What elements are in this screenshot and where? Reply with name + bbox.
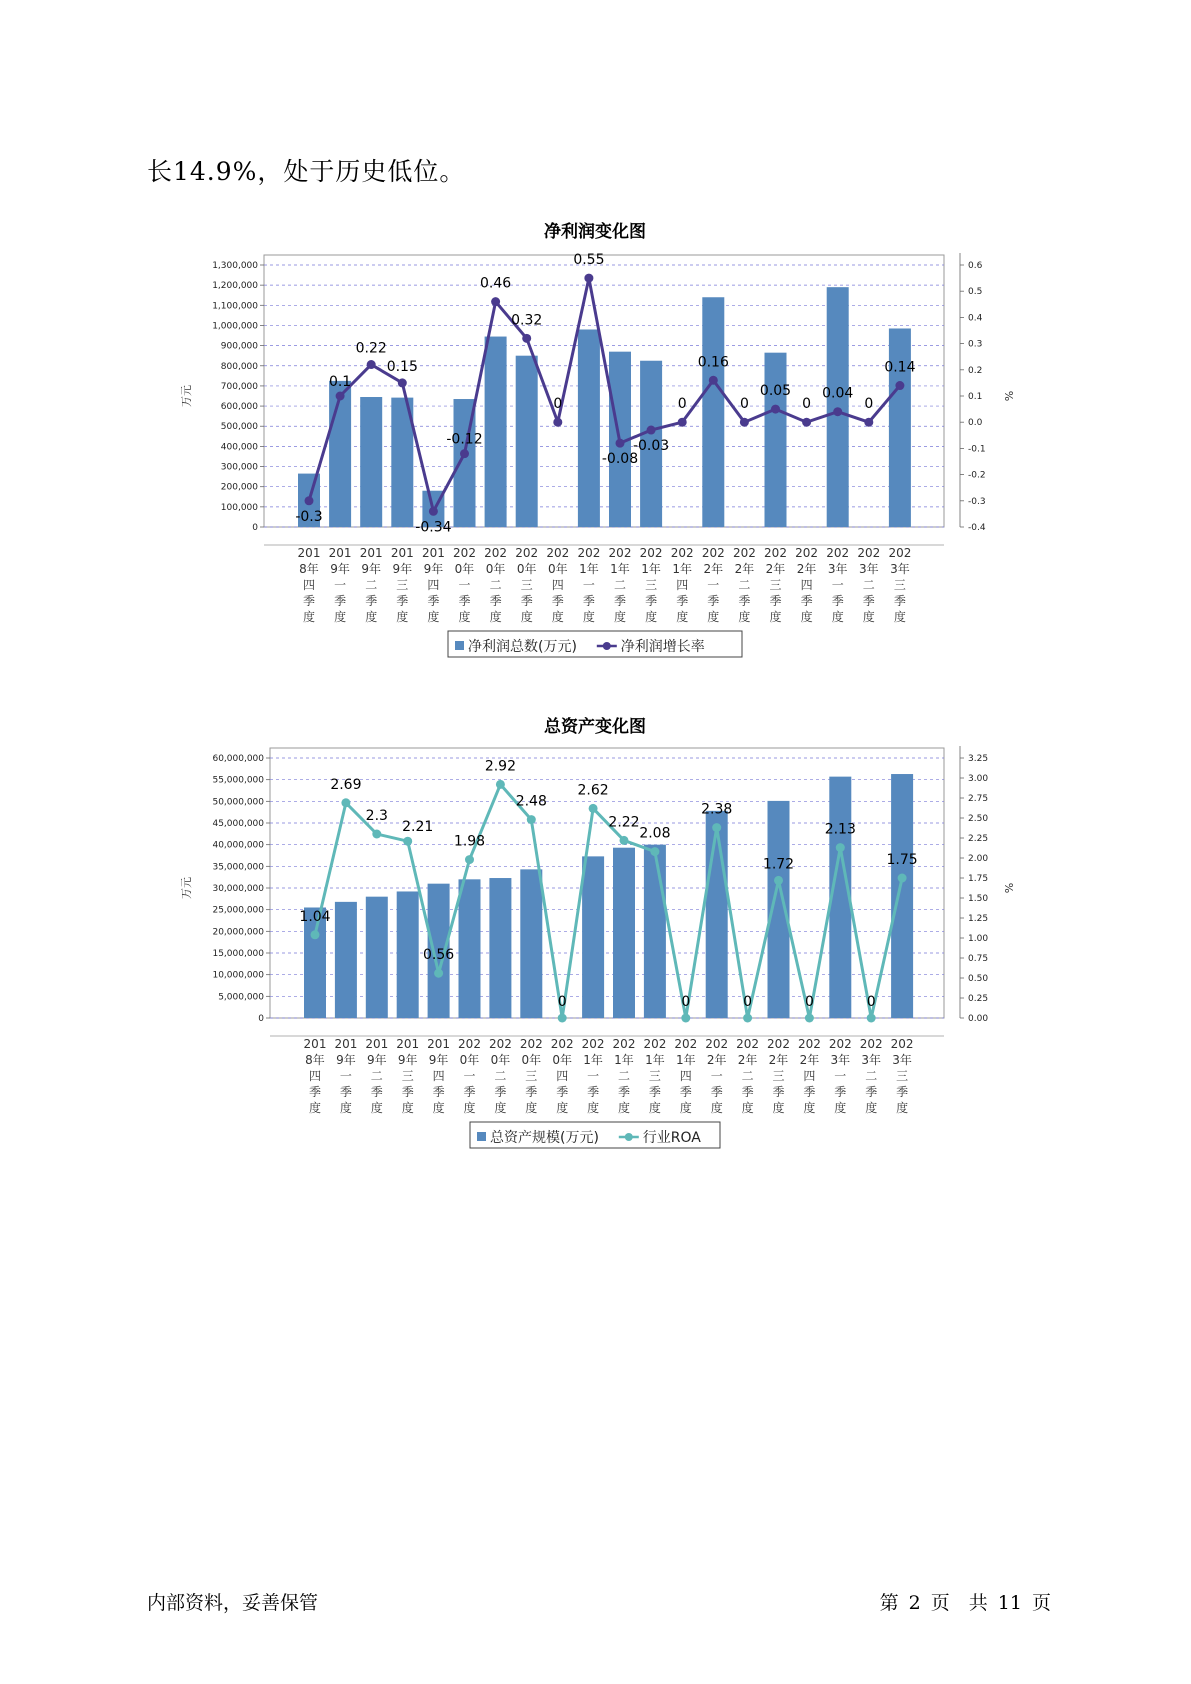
y2-tick-label: 0.6: [968, 261, 983, 271]
line-point: [771, 405, 780, 414]
data-label: 2.3: [365, 808, 388, 824]
data-label: 0.56: [423, 947, 455, 964]
y-tick-label: 900,000: [220, 341, 258, 352]
y2-tick-label: -0.4: [968, 523, 986, 533]
chart-title: 总资产变化图: [544, 717, 646, 737]
x-tick-label: 201 9年二季度: [359, 546, 383, 624]
y2-tick-label: 0.75: [968, 954, 989, 964]
x-tick-label: 202 2年二季度: [736, 1037, 760, 1115]
x-tick-label: 202 3年二季度: [857, 546, 881, 624]
x-tick-label: 202 0年四季度: [550, 1037, 574, 1115]
bar: [360, 397, 382, 527]
bar: [578, 329, 600, 527]
chart-title: 净利润变化图: [544, 222, 646, 242]
data-label: 2.21: [402, 819, 434, 836]
y-tick-label: 55,000,000: [212, 775, 264, 786]
y-tick-label: 0: [252, 523, 258, 533]
data-label: 2.92: [484, 758, 516, 775]
x-tick-label: 202 2年二季度: [732, 546, 756, 624]
data-label: 2.22: [608, 814, 640, 831]
y2-tick-label: 1.75: [968, 874, 989, 884]
line-point: [898, 874, 907, 883]
bar: [397, 891, 419, 1018]
line-point: [403, 837, 412, 846]
line-point: [650, 847, 659, 856]
x-tick-label: 202 1年二季度: [608, 546, 632, 624]
legend-bar-label: 总资产规模(万元): [490, 1130, 599, 1146]
x-tick-label: 202 2年三季度: [767, 1037, 790, 1115]
y-tick-label: 200,000: [220, 482, 258, 493]
line-point: [429, 507, 438, 516]
y-axis-unit: 万元: [180, 385, 193, 407]
x-tick-label: 202 1年三季度: [643, 1037, 667, 1115]
line-point: [895, 381, 904, 390]
y-tick-label: 100,000: [220, 502, 258, 513]
line-point: [743, 1014, 752, 1023]
y2-tick-label: 0.50: [968, 974, 989, 984]
y2-tick-label: 0.2: [968, 365, 983, 376]
data-label: 0.05: [759, 383, 792, 400]
data-label: 2.62: [577, 782, 609, 799]
y2-axis-unit: %: [1002, 882, 1015, 894]
y-tick-label: 300,000: [220, 462, 258, 473]
data-label: 0.16: [697, 354, 729, 371]
bar: [613, 848, 635, 1018]
data-label: -0.03: [632, 438, 670, 455]
x-tick-label: 202 0年四季度: [546, 546, 570, 624]
data-label: 1.04: [299, 908, 331, 925]
legend-line-marker: [603, 642, 611, 650]
x-tick-label: 202 1年一季度: [581, 1037, 605, 1115]
data-label: 0.46: [480, 275, 512, 292]
bar: [702, 297, 724, 527]
y2-tick-label: 3.00: [968, 774, 989, 784]
line-point: [372, 830, 381, 839]
y-tick-label: 0: [258, 1014, 264, 1024]
x-tick-label: 202 2年四季度: [797, 1037, 821, 1115]
y2-tick-label: 0.3: [968, 339, 983, 350]
x-tick-label: 201 8年四季度: [303, 1037, 327, 1115]
x-tick-label: 202 3年一季度: [828, 1037, 852, 1115]
line-point: [836, 843, 845, 852]
data-label: 0.1: [328, 374, 352, 390]
x-tick-label: 202 1年三季度: [639, 546, 663, 624]
y2-tick-label: -0.1: [968, 444, 986, 455]
line-point: [864, 418, 873, 427]
x-tick-label: 201 9年四季度: [421, 546, 445, 624]
x-tick-label: 201 9年一季度: [334, 1037, 358, 1115]
line-point: [527, 815, 536, 824]
line-point: [802, 418, 811, 427]
x-tick-label: 201 9年一季度: [328, 546, 352, 624]
line-point: [341, 798, 350, 807]
y2-tick-label: 3.25: [968, 754, 989, 764]
y-tick-label: 800,000: [220, 361, 258, 372]
line-point: [367, 360, 376, 369]
net-profit-chart: [0, 215, 1191, 675]
line-point: [589, 804, 598, 813]
y-tick-label: 45,000,000: [212, 819, 264, 829]
x-tick-label: 202 2年四季度: [795, 546, 819, 624]
x-tick-label: 201 9年二季度: [365, 1037, 389, 1115]
line-point: [311, 930, 320, 939]
bar: [516, 356, 538, 527]
y-tick-label: 20,000,000: [212, 927, 264, 938]
y-tick-label: 600,000: [220, 402, 258, 413]
y-tick-label: 35,000,000: [212, 862, 264, 873]
y-tick-label: 1,300,000: [212, 261, 258, 271]
x-tick-label: 202 3年三季度: [890, 1037, 914, 1115]
x-tick-label: 202 0年二季度: [484, 546, 508, 624]
y-tick-label: 10,000,000: [212, 970, 264, 981]
line-point: [805, 1014, 814, 1023]
y2-tick-label: 0.4: [968, 313, 983, 324]
y2-tick-label: -0.2: [968, 470, 986, 481]
legend-line-label: 行业ROA: [642, 1130, 701, 1146]
bar: [329, 381, 351, 527]
y2-tick-label: 1.50: [968, 894, 989, 904]
data-label: 0: [864, 396, 874, 413]
data-label: 0.32: [511, 312, 543, 329]
data-label: 0: [866, 994, 876, 1010]
x-tick-label: 202 1年四季度: [674, 1037, 698, 1115]
bar: [485, 337, 507, 527]
line-point: [681, 1014, 690, 1023]
legend-bar-swatch: [455, 641, 464, 650]
y-axis-unit: 万元: [180, 877, 193, 899]
y-tick-label: 25,000,000: [212, 905, 264, 916]
y2-tick-label: 2.25: [968, 834, 989, 844]
line-point: [678, 418, 687, 427]
bar: [889, 328, 911, 527]
y-tick-label: 1,000,000: [212, 321, 258, 332]
intro-text: 长14.9%，处于历史低位。: [147, 157, 466, 186]
legend-line-label: 净利润增长率: [620, 639, 705, 655]
y-tick-label: 40,000,000: [212, 840, 264, 851]
y-tick-label: 50,000,000: [212, 797, 264, 808]
y-tick-label: 30,000,000: [212, 884, 264, 894]
y-tick-label: 400,000: [220, 442, 258, 453]
data-label: 2.13: [824, 821, 856, 838]
line-point: [460, 449, 469, 458]
line-point: [712, 823, 721, 832]
bar: [644, 845, 666, 1018]
y2-axis-unit: %: [1002, 390, 1015, 402]
x-tick-label: 202 2年三季度: [764, 546, 787, 624]
data-label: 0: [743, 994, 753, 1010]
bar: [891, 774, 913, 1018]
line-point: [496, 780, 505, 789]
line-point: [434, 969, 443, 978]
x-tick-label: 201 8年四季度: [297, 546, 321, 624]
y2-tick-label: 2.50: [968, 814, 989, 824]
line-point: [774, 876, 783, 885]
line-point: [616, 439, 625, 448]
data-label: 1.75: [886, 852, 918, 868]
data-label: -0.12: [446, 431, 483, 448]
line-point: [522, 334, 531, 343]
data-label: 0: [677, 396, 687, 413]
x-tick-label: 202 0年二季度: [488, 1037, 512, 1115]
y2-tick-label: 0.5: [968, 287, 983, 298]
bar: [459, 879, 481, 1018]
data-label: 2.08: [639, 825, 671, 842]
y2-tick-label: 1.25: [968, 914, 989, 924]
y2-tick-label: 0.1: [968, 392, 983, 402]
y-tick-label: 500,000: [220, 422, 258, 433]
y-tick-label: 700,000: [220, 381, 258, 392]
data-label: 0.55: [573, 252, 605, 269]
y-tick-label: 1,100,000: [212, 301, 258, 312]
bar: [706, 811, 728, 1018]
y-tick-label: 15,000,000: [212, 949, 264, 959]
line-point: [465, 855, 474, 864]
data-label: 0.22: [355, 340, 387, 357]
x-tick-label: 202 0年三季度: [519, 1037, 543, 1115]
bar: [520, 869, 542, 1018]
y2-tick-label: 0.25: [968, 994, 989, 1004]
x-tick-label: 202 1年一季度: [577, 546, 601, 624]
y-tick-label: 60,000,000: [212, 754, 264, 764]
bar: [366, 897, 388, 1018]
line-point: [620, 836, 629, 845]
line-point: [398, 378, 407, 387]
data-label: 2.38: [701, 801, 733, 818]
y-tick-label: 5,000,000: [218, 992, 264, 1003]
data-label: 0: [557, 994, 567, 1010]
line-point: [491, 297, 500, 306]
data-label: 1.98: [453, 833, 486, 850]
y2-tick-label: 2.00: [968, 854, 989, 864]
y2-tick-label: 1.00: [968, 934, 989, 944]
x-tick-label: 202 3年一季度: [826, 546, 850, 624]
x-tick-label: 202 0年一季度: [453, 546, 476, 624]
footer-page-number: 第 2 页 共 11 页: [879, 1592, 1051, 1614]
x-tick-label: 202 3年二季度: [859, 1037, 883, 1115]
data-label: -0.3: [295, 508, 323, 525]
x-tick-label: 201 9年三季度: [390, 546, 414, 624]
data-label: -0.34: [415, 519, 452, 536]
x-tick-label: 201 9年四季度: [427, 1037, 451, 1115]
bar: [582, 856, 604, 1018]
bar: [335, 902, 357, 1018]
bar: [489, 878, 511, 1018]
x-tick-label: 202 0年一季度: [458, 1037, 481, 1115]
x-tick-label: 202 1年二季度: [612, 1037, 636, 1115]
data-label: 0.04: [822, 385, 854, 402]
legend-line-marker: [625, 1133, 633, 1141]
line-point: [558, 1014, 567, 1023]
data-label: 0: [739, 396, 749, 413]
legend-bar-label: 净利润总数(万元): [468, 639, 577, 655]
line-point: [647, 426, 656, 435]
x-tick-label: 201 9年三季度: [396, 1037, 420, 1115]
y2-tick-label: 2.75: [968, 794, 989, 804]
total-assets-chart: [0, 710, 1191, 1180]
line-point: [740, 418, 749, 427]
legend-bar-swatch: [477, 1132, 486, 1141]
line-point: [709, 376, 718, 385]
data-label: 0: [802, 396, 812, 413]
data-label: 2.69: [330, 776, 362, 793]
data-label: 0: [681, 994, 691, 1010]
data-label: 0: [804, 994, 814, 1010]
data-label: 1.72: [762, 856, 795, 873]
y2-tick-label: 0.0: [968, 418, 983, 429]
data-label: 0.15: [386, 358, 418, 375]
x-tick-label: 202 1年四季度: [670, 546, 694, 624]
data-label: -0.08: [601, 451, 639, 468]
x-tick-label: 202 3年三季度: [888, 546, 912, 624]
data-label: 0.14: [884, 359, 916, 376]
line-point: [336, 392, 345, 401]
y2-tick-label: 0.00: [968, 1014, 989, 1024]
y-tick-label: 1,200,000: [212, 281, 258, 292]
x-tick-label: 202 2年一季度: [701, 546, 725, 624]
bar: [827, 287, 849, 527]
bar: [765, 353, 787, 527]
line-point: [584, 274, 593, 283]
y2-tick-label: -0.3: [968, 496, 986, 507]
x-tick-label: 202 0年三季度: [515, 546, 539, 624]
line-point: [867, 1014, 876, 1023]
line-point: [305, 496, 314, 505]
line-point: [833, 407, 842, 416]
line-point: [553, 418, 562, 427]
x-tick-label: 202 2年一季度: [705, 1037, 729, 1115]
footer-confidential-note: 内部资料，妥善保管: [147, 1592, 319, 1614]
data-label: 0: [553, 396, 563, 413]
data-label: 2.48: [515, 793, 547, 810]
